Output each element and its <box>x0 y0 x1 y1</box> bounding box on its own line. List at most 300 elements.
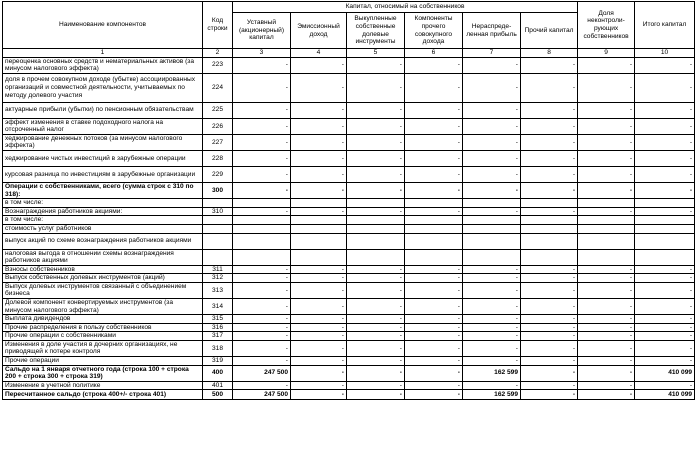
row-value: - <box>578 298 635 314</box>
row-value <box>233 233 291 249</box>
row-value <box>291 249 347 265</box>
row-value <box>635 199 695 208</box>
table-row <box>3 224 695 233</box>
row-value <box>578 249 635 265</box>
row-value: - <box>405 340 463 356</box>
row-value: - <box>635 207 695 216</box>
row-code: 313 <box>203 282 233 298</box>
row-value: - <box>635 282 695 298</box>
row-value: - <box>291 73 347 102</box>
row-value: - <box>291 357 347 366</box>
row-value: - <box>347 357 405 366</box>
row-name: Выпуск долевых инструментов связанный с объединением бизнеса <box>3 282 203 298</box>
row-value: - <box>291 390 347 400</box>
row-value <box>233 199 291 208</box>
row-value: - <box>291 118 347 134</box>
row-value <box>233 216 291 225</box>
row-value <box>578 224 635 233</box>
row-value: - <box>521 207 578 216</box>
row-value: - <box>405 102 463 118</box>
row-value <box>521 216 578 225</box>
row-value: - <box>635 323 695 332</box>
row-value: - <box>578 102 635 118</box>
row-value: - <box>635 167 695 183</box>
row-code: 312 <box>203 274 233 283</box>
row-value <box>521 224 578 233</box>
row-value: 247 500 <box>233 365 291 381</box>
col-number: 1 <box>3 49 203 58</box>
row-value: - <box>578 357 635 366</box>
row-code: 401 <box>203 381 233 390</box>
row-value: - <box>347 340 405 356</box>
row-value: - <box>347 282 405 298</box>
col-number: 2 <box>203 49 233 58</box>
row-value: - <box>578 134 635 150</box>
table-row <box>3 134 695 150</box>
row-value <box>405 224 463 233</box>
row-value: - <box>463 134 521 150</box>
row-value: - <box>233 340 291 356</box>
row-value: - <box>635 73 695 102</box>
row-code: 300 <box>203 183 233 199</box>
row-value: - <box>635 102 695 118</box>
row-value: - <box>405 332 463 341</box>
row-name: Прочие операции с собственниками <box>3 332 203 341</box>
row-value: - <box>521 365 578 381</box>
table-row <box>3 265 695 274</box>
row-value: - <box>233 151 291 167</box>
header-name: Наименование компонентов <box>3 2 203 49</box>
row-value: - <box>405 57 463 73</box>
row-value <box>521 233 578 249</box>
row-value: - <box>578 207 635 216</box>
row-value: - <box>405 134 463 150</box>
row-value: - <box>578 340 635 356</box>
table-body <box>3 57 695 400</box>
row-value: - <box>635 332 695 341</box>
row-value <box>635 233 695 249</box>
row-value: - <box>233 134 291 150</box>
row-value: - <box>635 57 695 73</box>
row-value: - <box>405 118 463 134</box>
equity-statement-table <box>2 1 695 400</box>
table-row <box>3 332 695 341</box>
row-value <box>521 249 578 265</box>
row-value: - <box>347 274 405 283</box>
row-value: - <box>463 357 521 366</box>
row-value: - <box>291 265 347 274</box>
row-value: - <box>463 183 521 199</box>
table-row <box>3 216 695 225</box>
header-code: Код строки <box>203 2 233 49</box>
row-value: - <box>578 315 635 324</box>
row-value: - <box>405 274 463 283</box>
row-value: - <box>233 274 291 283</box>
row-value: - <box>635 315 695 324</box>
table-row <box>3 102 695 118</box>
row-value <box>347 216 405 225</box>
table-row <box>3 315 695 324</box>
row-value: - <box>463 340 521 356</box>
header-col-share-capital: Уставный (акционерный) капитал <box>233 13 291 49</box>
table-row <box>3 282 695 298</box>
row-code <box>203 216 233 225</box>
row-code <box>203 249 233 265</box>
row-code: 223 <box>203 57 233 73</box>
row-value: - <box>635 134 695 150</box>
row-value <box>521 199 578 208</box>
table-row <box>3 357 695 366</box>
row-value: - <box>347 381 405 390</box>
row-code <box>203 224 233 233</box>
row-value: - <box>578 390 635 400</box>
row-code: 317 <box>203 332 233 341</box>
row-value: - <box>347 207 405 216</box>
row-value: - <box>578 57 635 73</box>
row-value <box>233 249 291 265</box>
row-value: - <box>291 282 347 298</box>
row-name: переоценка основных средств и нематериальных активов (за минусом налогового эффекта) <box>3 57 203 73</box>
row-value: - <box>463 298 521 314</box>
row-value: - <box>578 365 635 381</box>
table-row <box>3 365 695 381</box>
row-value: - <box>291 332 347 341</box>
row-value <box>291 216 347 225</box>
row-value: - <box>291 323 347 332</box>
row-value: - <box>291 167 347 183</box>
row-value: - <box>291 381 347 390</box>
row-name: выпуск акций по схеме вознаграждения работников акциями <box>3 233 203 249</box>
table-row <box>3 298 695 314</box>
row-value: - <box>635 340 695 356</box>
row-value: - <box>233 323 291 332</box>
row-value: - <box>578 265 635 274</box>
table-row <box>3 57 695 73</box>
row-value: 410 099 <box>635 390 695 400</box>
row-value: - <box>463 274 521 283</box>
row-code: 319 <box>203 357 233 366</box>
row-value: - <box>405 298 463 314</box>
row-value: - <box>233 73 291 102</box>
row-code: 310 <box>203 207 233 216</box>
row-value: - <box>233 357 291 366</box>
row-value: - <box>521 73 578 102</box>
col-number: 3 <box>233 49 291 58</box>
table-row <box>3 274 695 283</box>
row-value: - <box>347 134 405 150</box>
row-value: - <box>405 357 463 366</box>
row-value: - <box>578 118 635 134</box>
row-value <box>233 224 291 233</box>
row-code: 226 <box>203 118 233 134</box>
row-name: курсовая разница по инвестициям в зарубежные организации <box>3 167 203 183</box>
row-value: - <box>521 134 578 150</box>
row-code: 314 <box>203 298 233 314</box>
row-value: - <box>463 323 521 332</box>
table-row <box>3 233 695 249</box>
row-value: - <box>463 282 521 298</box>
row-code: 225 <box>203 102 233 118</box>
row-value: - <box>347 365 405 381</box>
row-value: - <box>405 315 463 324</box>
row-name: доля в прочем совокупном доходе (убытке) ассоциированных организаций и совместной деятельности, учитываемых по методу долевого участия <box>3 73 203 102</box>
row-value: - <box>578 183 635 199</box>
row-name: Долевой компонент конвертируемых инструментов (за минусом налогового эффекта) <box>3 298 203 314</box>
row-name: Изменение в учетной политике <box>3 381 203 390</box>
header-col-other-capital: Прочий капитал <box>521 13 578 49</box>
col-number: 9 <box>578 49 635 58</box>
row-value: 162 599 <box>463 365 521 381</box>
row-value: - <box>233 282 291 298</box>
row-name: в том числе: <box>3 216 203 225</box>
row-value <box>347 199 405 208</box>
row-value: - <box>521 357 578 366</box>
table-row <box>3 151 695 167</box>
row-value: - <box>233 315 291 324</box>
row-name: Выплата дивидендов <box>3 315 203 324</box>
row-value <box>291 233 347 249</box>
row-name: Пересчитанное сальдо (строка 400+/- строка 401) <box>3 390 203 400</box>
table-row <box>3 323 695 332</box>
row-name: стоимость услуг работников <box>3 224 203 233</box>
row-value: - <box>578 73 635 102</box>
row-code: 400 <box>203 365 233 381</box>
col-number: 10 <box>635 49 695 58</box>
row-name: эффект изменения в ставке подоходного налога на отсроченный налог <box>3 118 203 134</box>
row-value: - <box>291 365 347 381</box>
row-value: - <box>291 57 347 73</box>
row-value: - <box>347 183 405 199</box>
row-value: - <box>521 323 578 332</box>
row-code: 229 <box>203 167 233 183</box>
row-value <box>635 224 695 233</box>
row-name: Изменения в доле участия в дочерних организациях, не приводящей к потере контроля <box>3 340 203 356</box>
col-number: 4 <box>291 49 347 58</box>
row-value <box>578 233 635 249</box>
row-value: - <box>578 323 635 332</box>
row-value <box>463 233 521 249</box>
row-code: 228 <box>203 151 233 167</box>
row-value: - <box>405 265 463 274</box>
row-name: Взносы собственников <box>3 265 203 274</box>
row-value: - <box>233 167 291 183</box>
row-value: - <box>347 390 405 400</box>
row-value: 162 599 <box>463 390 521 400</box>
row-value: - <box>463 332 521 341</box>
table-row <box>3 199 695 208</box>
row-code: 500 <box>203 390 233 400</box>
row-value: - <box>463 57 521 73</box>
row-value: - <box>233 332 291 341</box>
row-value: - <box>578 167 635 183</box>
table-row <box>3 390 695 400</box>
row-value: - <box>291 207 347 216</box>
row-value: - <box>635 118 695 134</box>
row-value <box>463 199 521 208</box>
row-value <box>463 224 521 233</box>
row-name: Операции с собственниками, всего (сумма строк с 310 по 318): <box>3 183 203 199</box>
row-code: 224 <box>203 73 233 102</box>
row-value: - <box>405 207 463 216</box>
row-value: - <box>233 102 291 118</box>
row-name: Прочие распределения в пользу собственников <box>3 323 203 332</box>
row-value <box>463 216 521 225</box>
row-value: - <box>405 282 463 298</box>
row-value: - <box>347 102 405 118</box>
row-value: - <box>347 298 405 314</box>
table-row <box>3 249 695 265</box>
row-value: - <box>463 73 521 102</box>
row-value: - <box>347 167 405 183</box>
row-value: - <box>521 118 578 134</box>
row-value: - <box>521 265 578 274</box>
row-value: - <box>233 265 291 274</box>
row-name: Прочие операции <box>3 357 203 366</box>
row-value: - <box>578 282 635 298</box>
row-value: - <box>578 151 635 167</box>
row-value <box>405 249 463 265</box>
header-col-treasury-shares: Выкупленные собственные долевые инструменты <box>347 13 405 49</box>
row-value: - <box>463 151 521 167</box>
row-value: - <box>578 381 635 390</box>
table-row <box>3 183 695 199</box>
row-value: - <box>291 315 347 324</box>
row-value: - <box>347 118 405 134</box>
row-value: - <box>233 183 291 199</box>
row-value <box>291 224 347 233</box>
row-value: - <box>463 102 521 118</box>
row-value: - <box>347 57 405 73</box>
row-value <box>405 233 463 249</box>
header-col-share-premium: Эмиссионный доход <box>291 13 347 49</box>
row-value: 247 500 <box>233 390 291 400</box>
row-value: - <box>635 298 695 314</box>
header-total: Итого капитал <box>635 2 695 49</box>
row-value: - <box>521 298 578 314</box>
row-value: - <box>405 151 463 167</box>
row-value: - <box>578 332 635 341</box>
row-code: 316 <box>203 323 233 332</box>
row-value: - <box>291 102 347 118</box>
row-value: - <box>521 390 578 400</box>
table-row <box>3 167 695 183</box>
header-col-retained-earnings: Нераспреде-ленная прибыль <box>463 13 521 49</box>
row-value <box>347 233 405 249</box>
table-row <box>3 118 695 134</box>
row-value: - <box>347 323 405 332</box>
row-value: - <box>463 315 521 324</box>
table-row <box>3 340 695 356</box>
row-value: - <box>347 315 405 324</box>
row-value: - <box>233 118 291 134</box>
row-value: 410 099 <box>635 365 695 381</box>
row-value: - <box>405 390 463 400</box>
row-value: - <box>233 57 291 73</box>
row-value: - <box>521 340 578 356</box>
row-value: - <box>521 332 578 341</box>
row-code: 318 <box>203 340 233 356</box>
row-value: - <box>233 298 291 314</box>
col-number: 5 <box>347 49 405 58</box>
row-value: - <box>635 151 695 167</box>
row-value <box>291 199 347 208</box>
row-value: - <box>405 365 463 381</box>
row-name: в том числе: <box>3 199 203 208</box>
row-value: - <box>521 282 578 298</box>
row-value: - <box>233 381 291 390</box>
row-name: хеджирование денежных потоков (за минусом налогового эффекта) <box>3 134 203 150</box>
table-row <box>3 381 695 390</box>
row-value: - <box>521 274 578 283</box>
row-value: - <box>347 73 405 102</box>
row-value: - <box>405 167 463 183</box>
row-value: - <box>635 381 695 390</box>
row-code <box>203 233 233 249</box>
row-code: 227 <box>203 134 233 150</box>
row-name: актуарные прибыли (убытки) по пенсионным обязательствам <box>3 102 203 118</box>
header-equity-group: Капитал, относимый на собственников <box>233 2 578 13</box>
row-value: - <box>635 357 695 366</box>
row-value: - <box>521 315 578 324</box>
row-value: - <box>347 332 405 341</box>
row-name: Сальдо на 1 января отчетного года (строка 100 + строка 200 + строка 300 + строка 319) <box>3 365 203 381</box>
row-code: 311 <box>203 265 233 274</box>
row-value: - <box>347 265 405 274</box>
row-value <box>463 249 521 265</box>
row-value: - <box>347 151 405 167</box>
row-value: - <box>521 151 578 167</box>
row-value <box>635 216 695 225</box>
row-value <box>578 199 635 208</box>
row-value: - <box>405 73 463 102</box>
row-value: - <box>463 118 521 134</box>
row-value <box>405 199 463 208</box>
row-value <box>405 216 463 225</box>
row-value: - <box>521 183 578 199</box>
row-code: 315 <box>203 315 233 324</box>
row-value <box>347 249 405 265</box>
row-value: - <box>291 298 347 314</box>
row-name: Вознаграждения работников акциями: <box>3 207 203 216</box>
table-row <box>3 73 695 102</box>
row-value: - <box>463 265 521 274</box>
row-value: - <box>635 183 695 199</box>
row-name: Выпуск собственных долевых инструментов (акций) <box>3 274 203 283</box>
row-value: - <box>405 183 463 199</box>
col-number: 7 <box>463 49 521 58</box>
row-name: хеджирование чистых инвестиций в зарубежные операции <box>3 151 203 167</box>
row-value: - <box>521 167 578 183</box>
row-value: - <box>463 167 521 183</box>
row-value: - <box>291 183 347 199</box>
row-value: - <box>463 381 521 390</box>
row-value: - <box>291 151 347 167</box>
row-value: - <box>578 274 635 283</box>
row-value: - <box>291 340 347 356</box>
row-value: - <box>233 207 291 216</box>
row-value: - <box>521 102 578 118</box>
row-value: - <box>521 57 578 73</box>
row-code <box>203 199 233 208</box>
row-value: - <box>521 381 578 390</box>
row-value: - <box>291 134 347 150</box>
header-col-oci: Компоненты прочего совокупного дохода <box>405 13 463 49</box>
col-number: 8 <box>521 49 578 58</box>
row-value: - <box>405 323 463 332</box>
row-value <box>578 216 635 225</box>
row-value <box>635 249 695 265</box>
row-value: - <box>463 207 521 216</box>
